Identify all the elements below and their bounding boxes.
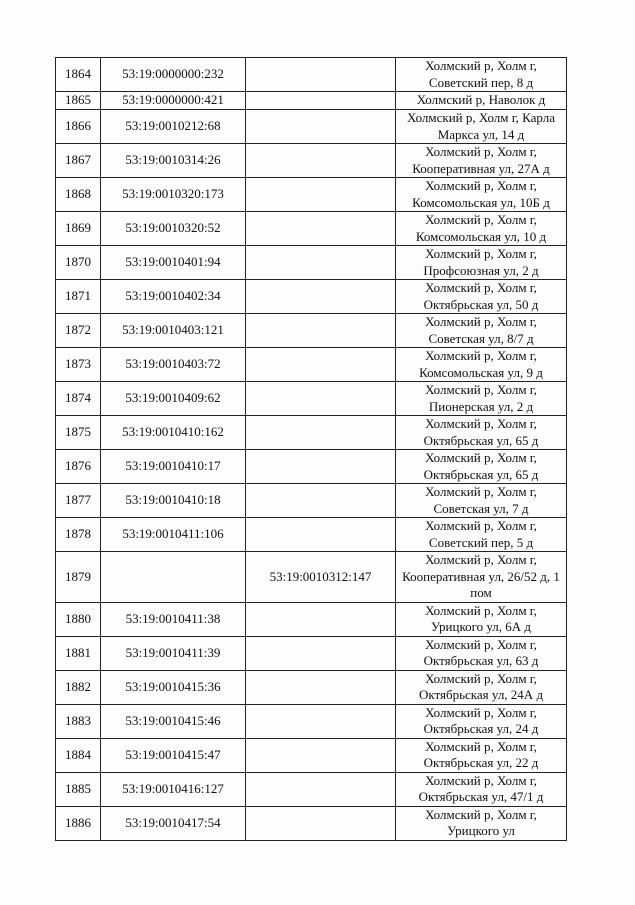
table-row xyxy=(56,552,567,603)
cadastral-number-cell: 53:19:0010403:121 xyxy=(101,314,246,348)
table-row xyxy=(56,636,567,670)
address-line: Холмский р, Холм г, xyxy=(425,450,537,465)
address-line: Холмский р, Холм г, xyxy=(425,552,537,567)
parent-cadastral-number-cell: 53:19:0010312:147 xyxy=(246,552,396,603)
cadastral-number-cell: 53:19:0010314:26 xyxy=(101,144,246,178)
parent-cadastral-number-cell xyxy=(246,484,396,518)
address-line: Холмский р, Холм г, xyxy=(425,738,537,754)
address-cell xyxy=(396,772,567,806)
cadastral-number-cell: 53:19:0010401:94 xyxy=(101,246,246,280)
address-cell xyxy=(396,246,567,280)
row-number-cell: 1879 xyxy=(56,552,101,603)
address-line: Холмский р, Наволок д xyxy=(416,92,546,108)
row-number-cell: 1886 xyxy=(56,806,101,840)
row-number-cell: 1871 xyxy=(56,280,101,314)
cadastral-number-cell: 53:19:0010417:54 xyxy=(101,806,246,840)
row-number-cell: 1873 xyxy=(56,348,101,382)
row-number-cell: 1876 xyxy=(56,450,101,484)
parent-cadastral-number-cell xyxy=(246,704,396,738)
table-row xyxy=(56,450,567,484)
address-cell xyxy=(396,144,567,178)
address-line: Холмский р, Холм г, xyxy=(425,636,537,652)
registry-table-body xyxy=(56,58,567,841)
row-number-cell: 1874 xyxy=(56,382,101,416)
table-row xyxy=(56,92,567,110)
parent-cadastral-number-cell xyxy=(246,382,396,416)
cadastral-number-cell: 53:19:0010411:39 xyxy=(101,636,246,670)
address-line: Холмский р, Холм г, xyxy=(425,178,537,193)
registry-table xyxy=(55,57,567,841)
row-number-cell: 1870 xyxy=(56,246,101,280)
row-number-cell: 1868 xyxy=(56,178,101,212)
address-line: Холмский р, Холм г, xyxy=(425,246,537,261)
address-line: Холмский р, Холм г, xyxy=(425,314,537,329)
row-number-cell: 1881 xyxy=(56,636,101,670)
cadastral-number-cell: 53:19:0010410:162 xyxy=(101,416,246,450)
parent-cadastral-number-cell xyxy=(246,314,396,348)
address-cell xyxy=(396,178,567,212)
address-line: Холмский р, Холм г, xyxy=(425,144,537,159)
parent-cadastral-number-cell xyxy=(246,58,396,92)
address-line: Профсоюзная ул, 2 д xyxy=(423,262,539,278)
address-cell xyxy=(396,212,567,246)
address-line: Холмский р, Холм г, xyxy=(425,602,537,618)
parent-cadastral-number-cell xyxy=(246,110,396,144)
address-line: Советская ул, 8/7 д xyxy=(428,330,534,346)
cadastral-number-cell: 53:19:0010410:18 xyxy=(101,484,246,518)
cadastral-number-cell xyxy=(101,552,246,603)
cadastral-number-cell: 53:19:0010411:38 xyxy=(101,602,246,636)
address-line: Холмский р, Холм г, xyxy=(425,348,537,363)
parent-cadastral-number-cell xyxy=(246,246,396,280)
row-number-cell: 1882 xyxy=(56,670,101,704)
address-cell xyxy=(396,92,567,110)
address-line: Холмский р, Холм г, xyxy=(425,212,537,227)
address-cell xyxy=(396,484,567,518)
table-row xyxy=(56,382,567,416)
parent-cadastral-number-cell xyxy=(246,806,396,840)
table-row xyxy=(56,704,567,738)
table-row xyxy=(56,416,567,450)
row-number-cell: 1884 xyxy=(56,738,101,772)
cadastral-number-cell: 53:19:0010415:47 xyxy=(101,738,246,772)
address-line: Холмский р, Холм г, xyxy=(425,704,537,720)
address-cell xyxy=(396,704,567,738)
parent-cadastral-number-cell xyxy=(246,636,396,670)
table-row xyxy=(56,806,567,840)
row-number-cell: 1878 xyxy=(56,518,101,552)
table-row xyxy=(56,110,567,144)
address-line: Комсомольская ул, 10 д xyxy=(415,228,547,244)
row-number-cell: 1867 xyxy=(56,144,101,178)
address-line: Холмский р, Холм г, xyxy=(425,518,537,533)
address-cell xyxy=(396,110,567,144)
cadastral-number-cell: 53:19:0010320:52 xyxy=(101,212,246,246)
address-line: Холмский р, Холм г, xyxy=(425,58,537,73)
parent-cadastral-number-cell xyxy=(246,738,396,772)
address-line: Холмский р, Холм г, xyxy=(425,484,537,499)
address-line: Холмский р, Холм г, Карла xyxy=(407,110,555,125)
address-line: Октябрьская ул, 24А д xyxy=(418,687,544,702)
address-line: Октябрьская ул, 50 д xyxy=(423,296,539,312)
row-number-cell: 1885 xyxy=(56,772,101,806)
table-row xyxy=(56,602,567,636)
address-line: Комсомольская ул, 9 д xyxy=(419,364,543,380)
table-row xyxy=(56,178,567,212)
parent-cadastral-number-cell xyxy=(246,212,396,246)
address-cell xyxy=(396,348,567,382)
address-cell xyxy=(396,602,567,636)
table-row xyxy=(56,484,567,518)
cadastral-number-cell: 53:19:0010409:62 xyxy=(101,382,246,416)
address-cell xyxy=(396,382,567,416)
address-line: Холмский р, Холм г, xyxy=(425,382,537,397)
cadastral-number-cell: 53:19:0010416:127 xyxy=(101,772,246,806)
cadastral-number-cell: 53:19:0010411:106 xyxy=(101,518,246,552)
parent-cadastral-number-cell xyxy=(246,450,396,484)
address-line: Холмский р, Холм г, xyxy=(425,670,537,686)
address-line: Октябрьская ул, 47/1 д xyxy=(418,789,544,804)
row-number-cell: 1880 xyxy=(56,602,101,636)
row-number-cell: 1866 xyxy=(56,110,101,144)
parent-cadastral-number-cell xyxy=(246,602,396,636)
table-row xyxy=(56,212,567,246)
row-number-cell: 1875 xyxy=(56,416,101,450)
row-number-cell: 1877 xyxy=(56,484,101,518)
address-cell xyxy=(396,314,567,348)
address-cell xyxy=(396,806,567,840)
cadastral-number-cell: 53:19:0010403:72 xyxy=(101,348,246,382)
parent-cadastral-number-cell xyxy=(246,178,396,212)
cadastral-number-cell: 53:19:0000000:232 xyxy=(101,58,246,92)
row-number-cell: 1883 xyxy=(56,704,101,738)
row-number-cell: 1869 xyxy=(56,212,101,246)
address-cell xyxy=(396,518,567,552)
address-cell xyxy=(396,552,567,603)
table-row xyxy=(56,246,567,280)
cadastral-number-cell: 53:19:0010320:173 xyxy=(101,178,246,212)
row-number-cell: 1872 xyxy=(56,314,101,348)
table-row xyxy=(56,58,567,92)
address-line: Комсомольская ул, 10Б д xyxy=(412,194,550,210)
row-number-cell: 1864 xyxy=(56,58,101,92)
address-line: Урицкого ул xyxy=(447,823,515,838)
address-cell xyxy=(396,280,567,314)
address-line: Маркса ул, 14 д xyxy=(437,126,525,142)
table-row xyxy=(56,314,567,348)
row-number-cell: 1865 xyxy=(56,92,101,110)
address-line: Советская ул, 7 д xyxy=(433,500,529,516)
address-line: Октябрьская ул, 22 д xyxy=(423,755,539,770)
address-line: Холмский р, Холм г, xyxy=(425,280,537,295)
address-cell xyxy=(396,636,567,670)
parent-cadastral-number-cell xyxy=(246,772,396,806)
cadastral-number-cell: 53:19:0000000:421 xyxy=(101,92,246,110)
address-line: Кооперативная ул, 26/52 д, 1 xyxy=(402,568,560,584)
parent-cadastral-number-cell xyxy=(246,144,396,178)
address-line: Кооперативная ул, 27А д xyxy=(412,160,550,176)
table-row xyxy=(56,144,567,178)
address-cell xyxy=(396,670,567,704)
table-row xyxy=(56,348,567,382)
cadastral-number-cell: 53:19:0010410:17 xyxy=(101,450,246,484)
cadastral-number-cell: 53:19:0010212:68 xyxy=(101,110,246,144)
cadastral-number-cell: 53:19:0010415:36 xyxy=(101,670,246,704)
address-cell xyxy=(396,58,567,92)
address-line: Октябрьская ул, 24 д xyxy=(423,721,539,736)
address-line: Октябрьская ул, 65 д xyxy=(423,432,539,448)
address-line: Советский пер, 8 д xyxy=(428,74,534,90)
cadastral-number-cell: 53:19:0010402:34 xyxy=(101,280,246,314)
table-row xyxy=(56,738,567,772)
address-line: Пионерская ул, 2 д xyxy=(428,398,534,414)
table-row xyxy=(56,772,567,806)
parent-cadastral-number-cell xyxy=(246,348,396,382)
parent-cadastral-number-cell xyxy=(246,92,396,110)
table-row xyxy=(56,670,567,704)
address-cell xyxy=(396,416,567,450)
table-row xyxy=(56,280,567,314)
parent-cadastral-number-cell xyxy=(246,670,396,704)
address-line: Урицкого ул, 6А д xyxy=(430,619,532,634)
address-line: Октябрьская ул, 65 д xyxy=(423,466,539,482)
address-line: Холмский р, Холм г, xyxy=(425,772,537,788)
address-cell xyxy=(396,738,567,772)
cadastral-number-cell: 53:19:0010415:46 xyxy=(101,704,246,738)
address-cell xyxy=(396,450,567,484)
parent-cadastral-number-cell xyxy=(246,518,396,552)
address-line: Советский пер, 5 д xyxy=(428,534,534,550)
parent-cadastral-number-cell xyxy=(246,416,396,450)
parent-cadastral-number-cell xyxy=(246,280,396,314)
table-row xyxy=(56,518,567,552)
address-line: Октябрьская ул, 63 д xyxy=(423,653,539,668)
address-line: пом xyxy=(470,585,492,600)
address-line: Холмский р, Холм г, xyxy=(425,416,537,431)
address-line: Холмский р, Холм г, xyxy=(425,806,537,822)
